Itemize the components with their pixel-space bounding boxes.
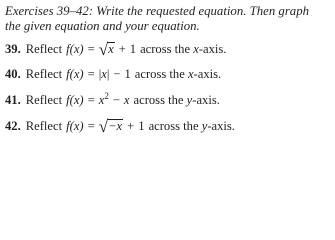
absolute-value-bar-right: | [106,67,110,81]
axis-variable: y [201,119,208,133]
instructions-line-1: Exercises 39–42: Write the requested equation. Then graph [5,4,309,18]
absolute-value-bar-left: | [98,67,102,81]
radicand: x [108,42,114,56]
square-root-icon: √ [98,40,109,59]
term-variable: x [123,93,130,107]
instruction-suffix: -axis. [207,119,235,133]
exercise-40 [5,66,221,82]
equals-sign: = [87,42,95,56]
exercise-42 [5,118,235,134]
instruction-suffix: -axis. [198,42,227,56]
instruction-text: across the [134,67,188,81]
function-name: f(x) [66,67,84,81]
exercise-number: 40. [5,67,21,81]
constant: 1 [124,67,131,81]
instructions-line-2: the given equation and your equation. [5,19,200,33]
operator: − [113,67,121,81]
exercise-number: 41. [5,93,21,107]
abs-argument: x [101,67,107,81]
axis-variable: x [187,67,194,81]
instruction-text: across the [140,42,194,56]
exercise-number: 42. [5,119,21,133]
equals-sign: = [87,93,95,107]
axis-variable: x [193,42,199,56]
function-name: f(x) [66,93,84,107]
instruction-suffix: -axis. [193,67,222,81]
instruction-suffix: -axis. [192,93,220,107]
exercise-41 [5,92,220,108]
exercise-verb: Reflect [25,119,63,133]
function-name: f(x) [66,119,84,133]
exercise-verb: Reflect [25,93,63,107]
square-root-icon: √ [98,117,109,136]
exercise-instructions [5,4,331,34]
exercise-verb: Reflect [25,67,63,81]
exercise-verb: Reflect [25,42,63,56]
constant: 1 [129,42,137,56]
instruction-text: across the [133,93,187,107]
operator: + [118,42,126,56]
radicand: −x [108,119,123,133]
exercise-number: 39. [5,42,21,56]
exponent: 2 [104,91,109,101]
function-name: f(x) [66,42,84,56]
axis-variable: y [186,93,193,107]
equals-sign: = [87,67,95,81]
instruction-text: across the [148,119,202,133]
constant: 1 [138,119,145,133]
operator: − [112,93,120,107]
operator: + [127,119,135,133]
equals-sign: = [87,119,95,133]
base-variable: x [98,93,105,107]
exercise-39 [5,41,226,57]
